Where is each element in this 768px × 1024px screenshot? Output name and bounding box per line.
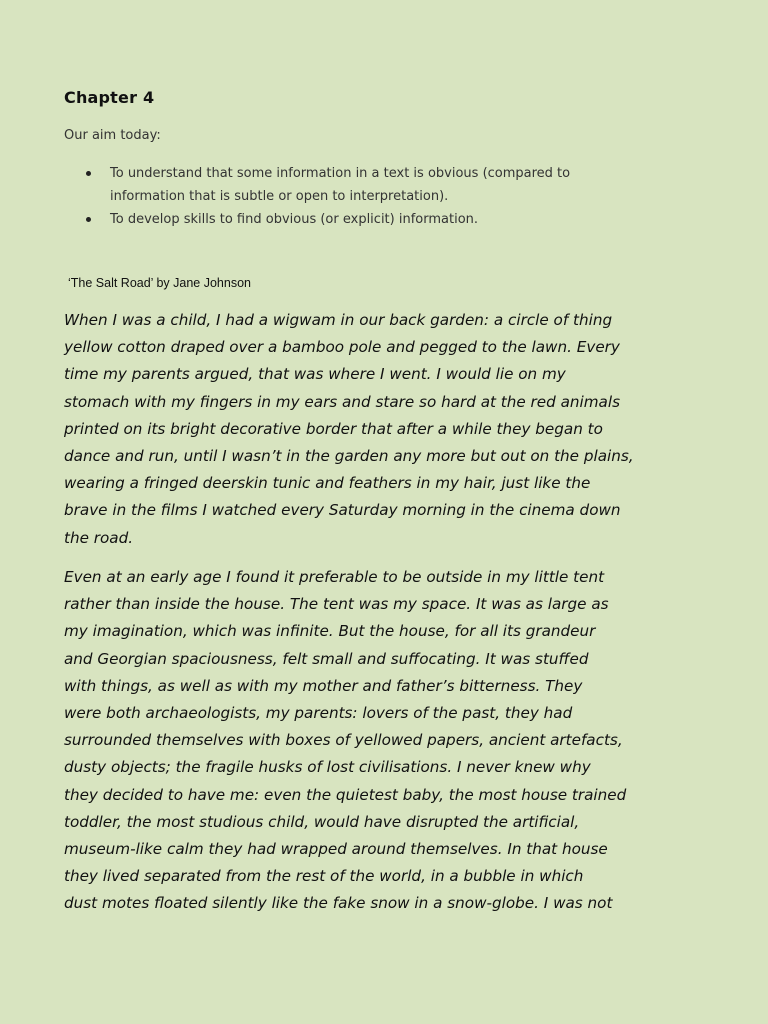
aim-text: To develop skills to find obvious (or explicit) information. bbox=[110, 212, 479, 227]
passage-paragraph-2: Even at an early age I found it preferable to be outside in my little tent rather than inside the house. The tent was my space. It was as large as my imagination, which was infinite. But the house, for all its grandeur and Georgian spaciousness, felt small and suffocating. It was stuffed with things, as well as with my mother and father’s bitterness. They were both archaeologists, my parents: lovers of the past, they had surrounded themselves with boxes of yellowed papers, ancient artefacts, dusty objects; the fragile husks of lost civilisations. I never knew why they decided to have me: even the quietest baby, the most house trained toddler, the most studious child, would have disrupted the artificial, museum-like calm they had wrapped around themselves. In that house they lived separated from the rest of the world, in a bubble in which dust motes floated silently like the fake snow in a snow-globe. I was not bbox=[64, 568, 627, 913]
passage-paragraph-1: When I was a child, I had a wigwam in our back garden: a circle of thing yellow cotton draped over a bamboo pole and pegged to the lawn. Every time my parents argued, that was where I went. I would lie on my stomach with my fingers in my ears and stare so hard at the red animals printed on its bright decorative border that after a while they began to dance and run, until I wasn’t in the garden any more but out on the plains, wearing a fringed deerskin tunic and feathers in my hair, just like the brave in the films I watched every Saturday morning in the cinema down the road. bbox=[64, 311, 634, 547]
aims-list bbox=[86, 162, 646, 231]
bullet-icon bbox=[86, 171, 91, 176]
bullet-icon bbox=[86, 217, 91, 222]
aim-item bbox=[86, 208, 646, 231]
aim-text: To understand that some information in a text is obvious (compared to information that is subtle or open to interpretation). bbox=[110, 166, 571, 204]
chapter-heading: Chapter 4 bbox=[64, 88, 155, 107]
source-citation: ‘The Salt Road’ by Jane Johnson bbox=[68, 276, 251, 290]
aim-item bbox=[86, 162, 646, 208]
aim-label: Our aim today: bbox=[64, 128, 161, 143]
